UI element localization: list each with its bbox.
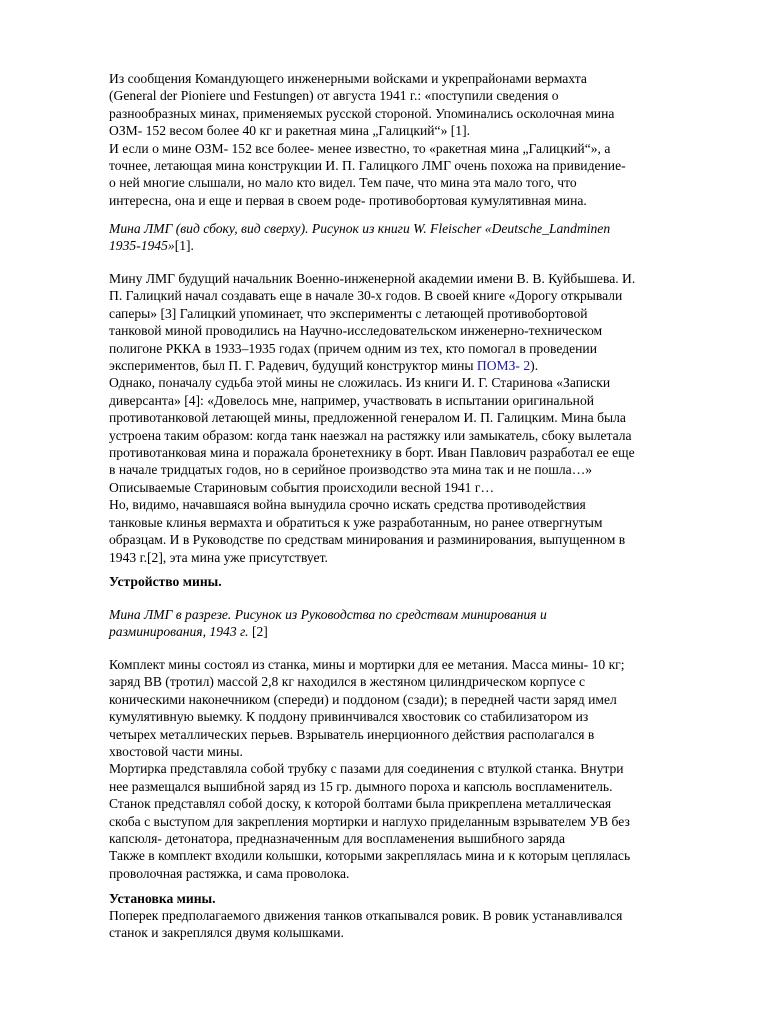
paragraph-history (109, 270, 709, 566)
text-line (109, 357, 709, 374)
text-line: Поперек предполагаемого движения танков откапывался ровик. В ровик устанавливался (109, 908, 623, 923)
caption-line: Мина ЛМГ (вид сбоку, вид сверху). Рисунок из книги W. Fleischer «Deutsche_Landminen (109, 221, 611, 236)
paragraph-installation (109, 907, 709, 942)
citation-ref: [2] (248, 624, 268, 640)
citation-ref: [1]. (174, 238, 194, 254)
text-line: проволочная растяжка, и сама проволока. (109, 865, 350, 881)
text-line: противотанковая мина и поражала бронетехнику в борт. Иван Павлович разработал ее еще (109, 445, 635, 461)
text-line: нее размещался вышибной заряд из 15 гр. дымного пороха и капсюль воспламенитель. (109, 778, 613, 794)
section-heading-device: Устройство мины. (109, 574, 222, 589)
pomz-2-link[interactable]: ПОМЗ- 2 (476, 358, 531, 374)
text-line: полигоне РККА в 1933–1935 годах (причем одним из тех, кто помогал в проведении (109, 340, 597, 356)
text-line: 1943 г.[2], эта мина уже присутствует. (109, 549, 328, 565)
section-heading-installation: Установка мины. (109, 891, 216, 906)
text-line: Станок представлял собой доску, к которой болтами была прикреплена металлическая (109, 796, 612, 812)
text-line: Мортирка представляла собой трубку с пазами для соединения с втулкой станка. Внутри (109, 761, 624, 777)
text-line: разнообразных минах, применяемых русской стороной. Упоминались осколочная мина (109, 105, 615, 121)
figure-caption-2 (109, 606, 709, 641)
text-line: танковой миной проводились на Научно-исследовательском инженерно-техническом (109, 323, 603, 339)
text-line: кумулятивную выемку. К поддону привинчивался хвостовик со стабилизатором из (109, 709, 589, 725)
text-line: Мину ЛМГ будущий начальник Военно-инженерной академии имени В. В. Куйбышева. И. (109, 271, 636, 286)
text-line: точнее, летающая мина конструкции И. П. Галицкого ЛМГ очень похожа на привидение- (109, 158, 626, 174)
text-line: саперы» [3] Галицкий упоминает, что эксперименты с летающей противобортовой (109, 305, 588, 321)
text-line: капсюля- детонатора, предназначенным для воспламенения вышибного заряда (109, 831, 566, 847)
figure-caption-1 (109, 220, 709, 255)
text-line: четырех металлических перьев. Взрыватель инерционного действия располагался в (109, 726, 595, 742)
text-line: Но, видимо, начавшаяся война вынудила срочно искать средства противодействия (109, 497, 586, 513)
paragraph-intro (109, 70, 709, 209)
text-line: скоба с выступом для закрепления мортирки и наглухо приделанным взрывателем УВ без (109, 813, 630, 829)
text-line: (General der Pioniere und Festungen) от августа 1941 г.: «поступили сведения о (109, 88, 559, 104)
text-line: диверсанта» [4]: «Довелось мне, например, участвовать в испытании оригинальной (109, 392, 595, 408)
caption-line: Мина ЛМГ в разрезе. Рисунок из Руководства по средствам минирования и (109, 607, 547, 622)
text-line: заряд ВВ (тротил) массой 2,8 кг находился в жестяном цилиндрическом корпусе с (109, 674, 586, 690)
text-line: Описываемые Стариновым события происходили весной 1941 г… (109, 479, 495, 495)
text-line: противотанковой летающей мины, предложенной генералом И. П. Галицким. Мина была (109, 410, 626, 426)
text-line: интересна, она и еще и первая в своем роде- противобортовая кумулятивная мина. (109, 192, 587, 208)
text-line: Комплект мины состоял из станка, мины и мортирки для ее метания. Масса мины- 10 кг; (109, 657, 625, 672)
text-segment: экспериментов, был П. Г. Радевич, будущий конструктор мины (109, 358, 477, 374)
text-line: Также в комплект входили колышки, которыми закреплялась мина и к которым цеплялась (109, 848, 631, 864)
text-line: о ней многие слышали, но мало кто видел. Тем паче, что мина эта мало того, что (109, 175, 577, 191)
text-line: устроена таким образом: когда танк наезжал на растяжку или замыкатель, сбоку вылетала (109, 427, 632, 443)
text-line: Однако, поначалу судьба этой мины не сложилась. Из книги И. Г. Старинова «Записки (109, 375, 611, 391)
text-segment: ). (530, 358, 539, 374)
text-line: коническими наконечником (спереди) и поддоном (сзади); в передней части заряд имел (109, 691, 617, 707)
text-line: станок и закреплялся двумя колышками. (109, 925, 344, 941)
text-line: Из сообщения Командующего инженерными войсками и укрепрайонами вермахта (109, 71, 587, 86)
caption-text: разминирования, 1943 г. (109, 624, 249, 640)
text-line: хвостовой части мины. (109, 744, 243, 760)
text-line: образцам. И в Руководстве по средствам минирования и разминирования, выпущенном в (109, 532, 626, 548)
text-line: танковые клинья вермахта и обратиться к уже разработанным, но ранее отвергнутым (109, 514, 603, 530)
caption-line (109, 623, 709, 640)
text-line: в начале тридцатых годов, но в серийное производство эта мина так и не пошла…» (109, 462, 593, 478)
text-line: И если о мине ОЗМ- 152 все более- менее известно, то «ракетная мина „Галицкий“», а (109, 140, 611, 156)
text-line: ОЗМ- 152 весом более 40 кг и ракетная мина „Галицкий“» [1]. (109, 123, 471, 139)
caption-line (109, 237, 709, 254)
text-line: П. Галицкий начал создавать еще в начале 30-х годов. В своей книге «Дорогу открывали (109, 288, 623, 304)
caption-text: 1935-1945» (109, 238, 175, 254)
paragraph-device (109, 656, 709, 882)
